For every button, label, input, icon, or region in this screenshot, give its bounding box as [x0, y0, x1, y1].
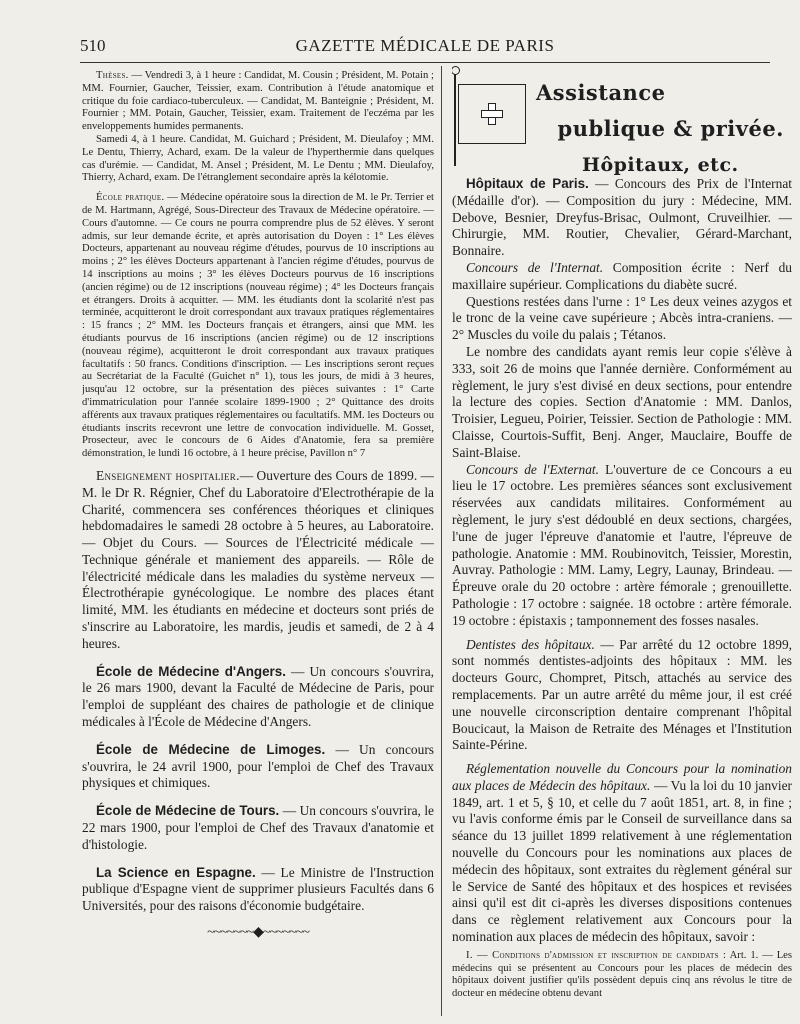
- espagne-text: — Le Ministre de l'Instruction publique d'Espagne vient de supprimer plusieurs Facultés dans 6 Universités, pour des raisons d'économie budgétaire.: [82, 864, 434, 914]
- reglementation-text: — Vu la loi du 10 janvier 1849, art. 1 et 5, § 10, et celle du 7 août 1851, art. 8, in fine ; vu l'avis conforme émis par le Conseil de surveillance dans sa séance du 13 juillet 1899 relativement à une réglementation nouvelle du Concours pour les nominations aux places de médecin des hôpitaux, sont extraites du règlement général sur le Service de Santé des hôpitaux et des hospices et revisées ainsi qu'il est dit ci-après les diverses dispositions contenues dans ce règlement relativement aux Concours pour la nomination aux places de médecin des hôpitaux, savoir :: [452, 777, 792, 945]
- enseignement-label: Enseignement hospitalier.: [96, 467, 240, 483]
- hopitaux-paragraph: [452, 176, 792, 260]
- header-rule: [80, 62, 770, 63]
- flagpole-finial: [452, 66, 460, 75]
- angers-paragraph: [82, 664, 434, 731]
- theses-paragraph: [82, 70, 434, 134]
- right-column: [452, 66, 792, 1024]
- externat-paragraph: [452, 462, 792, 630]
- conditions-label: I. — Conditions d'admission et inscription de candidats :: [466, 949, 727, 961]
- internat-label: Concours de l'Internat.: [466, 259, 604, 275]
- cross-icon: [481, 103, 503, 125]
- banner-title-hopitaux: Hôpitaux, etc.: [582, 154, 739, 176]
- flagpole: [454, 68, 456, 166]
- questions-paragraph: Questions restées dans l'urne : 1° Les deux veines azygos et le tronc de la veine cave supérieure ; Abcès intra-craniens. — 2° Muscles du voile du palais ; Tétanos.: [452, 293, 792, 343]
- enseignement-paragraph: [82, 468, 434, 653]
- dentistes-text: — Par arrêté du 12 octobre 1899, sont nommés dentistes-adjoints des hôpitaux : MM. les docteurs Gourc, Chompret, Pitsch, attachés au service des remplacements. Par un autre arrêté du même jour, il est créé une nouvelle circonscription dentaire comprenant l'hôpital Boucicaut, la Maison de Retraite des Ménages et l'Institution Sainte-Périne.: [452, 636, 792, 753]
- column-divider: [441, 66, 442, 1016]
- assistance-banner: [452, 66, 792, 176]
- hopitaux-heading: Hôpitaux de Paris.: [466, 176, 589, 191]
- page-number: 510: [80, 36, 106, 55]
- externat-text: L'ouverture de ce Concours a eu lieu le 17 octobre. Les premières séances sont exclusivement réservées aux candidats militaires. Conformément au règlement, le jury s'est dédoublé en deux sections, chargées, l'une de juger l'épreuve d'anatomie et l'autre, l'épreuve de pathologie. Anatomie : MM. Roubinovitch, Teissier, Morestin, Auvray. Pathologie : MM. Lamy, Legry, Launay, Brindeau. — Épreuve orale du 20 octobre : artère fémorale ; grenouillette. Pathologie : 17 octobre : saignée. 18 octobre : artère fémorale. 19 octobre : épistaxis ; tamponnement des fosses nasales.: [452, 461, 792, 628]
- banner-title-publique: publique & privée.: [557, 116, 784, 141]
- ecole-pratique-paragraph: [82, 192, 434, 461]
- running-title: GAZETTE MÉDICALE DE PARIS: [295, 36, 555, 55]
- ecole-pratique-text: — Médecine opératoire sous la direction de M. le Pr. Terrier et de M. Hartmann, Agrégé, Sous-Directeur des Travaux de Médecine opératoire. — Cours d'automne. — Ce cours ne pourra comprendre plus de 52 élèves. Y seront admis, sur leur demande écrite, et après autorisation du Doyen : 1° Les élèves Docteurs, appartenant au nouveau régime d'études, pourvus de 10 inscriptions au moins ; 2° les élèves Docteurs appartenant à l'ancien régime d'études, pourvus de 14 inscriptions au moins ; 3° les élèves Docteurs pourvus de 16 inscriptions (ancien régime) ou de 12 inscriptions (nouveau régime) ; 4° les Docteurs français et étrangers. Droits à acquitter. — MM. les étudiants dont la scolarité n'est pas terminée, acquitteront le droit correspondant aux travaux pratiques réglementaires : 15 francs ; 2° MM. les Docteurs français et étrangers, ainsi que MM. les étudiants pourvus de 16 inscriptions (ancien régime) ou de 12 inscriptions (nouveau régime), acquitteront le droit correspondant aux travaux pratiques facultatifs : 50 francs. Conditions d'inscription. — Les inscriptions seront reçues au Secrétariat de la Faculté (Guichet n° 1), tous les jours, de midi à 3 heures, jusqu'au 12 octobre, sur la présentation des pièces suivantes : 1° Carte d'immatriculation pour l'année scolaire 1899-1900 ; 2° Quittance des droits afférents aux travaux pratiques réglementaires ou facultatifs. MM. les Docteurs ou étudiants inscrits recevront une lettre de convocation individuelle. M. Gosset, Prosecteur, avec le concours de 6 Aides d'Anatomie, fera sa première démonstration, le lundi 16 octobre, à 1 heure précise, Pavillon n° 7: [82, 192, 434, 460]
- internat-paragraph: [452, 260, 792, 294]
- red-cross-flag-icon: [458, 84, 526, 144]
- samedi-paragraph: Samedi 4, à 1 heure. Candidat, M. Guichard ; Président, M. Dieulafoy ; MM. Le Dentu, Thierry, Achard, exam. De la valeur de l'hyperthermie dans quelques cas d'urémie. — Candidat, M. Ansel ; Président, M. Le Dentu ; MM. Dieulafoy, Thierry, Achard, exam. De l'étranglement secondaire après la kélotomie.: [82, 133, 434, 184]
- conditions-text: Art. 1. — Les médecins qui se présentent au Concours pour les places de médecin des hôpitaux doivent justifier qu'ils possèdent depuis cinq ans révolus le titre de docteur en médecine obtenu devant: [452, 949, 792, 1000]
- espagne-paragraph: [82, 865, 434, 915]
- page-header: [80, 36, 770, 58]
- tours-paragraph: [82, 803, 434, 853]
- limoges-text: — Un concours s'ouvrira, le 24 avril 1900, pour l'emploi de Chef des Travaux physiques et chimiques.: [82, 741, 434, 791]
- hopitaux-text: — Concours des Prix de l'Internat (Médaille d'or). — Composition du jury : Médecine, MM. Debove, Besnier, Dreyfus-Brisac, Oulmont, Cruveilhier. — Chirurgie, MM. Routier, Chevalier, Gérard-Marchant, Bonnaire.: [452, 176, 792, 259]
- nombre-paragraph: Le nombre des candidats ayant remis leur copie s'élève à 333, soit 26 de moins que l'année dernière. Conformément au règlement, le jury s'est divisé en deux sections, pour entendre la lecture des copies. Section d'Anatomie : MM. Danlos, Troisier, Legueu, Poirier, Teissier. Section de Pathologie : MM. Claisse, Courtois-Suffit, Benj. Anger, Mauclaire, Bouffe de Saint-Blaise.: [452, 343, 792, 460]
- banner-title-assistance: Assistance: [536, 80, 666, 105]
- angers-text: — Un concours s'ouvrira, le 26 mars 1900, devant la Faculté de Médecine de Paris, pour l'emploi de suppléant des chaires de pathologie et de clinique médicales à l'École de Médecine d'Angers.: [82, 663, 434, 730]
- dentistes-label: Dentistes des hôpitaux.: [466, 636, 595, 652]
- ecole-pratique-label: École pratique.: [96, 192, 165, 204]
- enseignement-text: — Ouverture des Cours de 1899. — M. le Dr R. Régnier, Chef du Laboratoire d'Electrothérapie de la Charité, commencera ses conférences théoriques et cliniques hebdomadaires le samedi 28 octobre à 5 heures, au Laboratoire. — Objet du Cours. — Sources de l'Électricité médicale — Technique générale et maniement des appareils. — Rôle de l'électricité médicale dans les maladies du système nerveux — Électrothérapie gynécologique. Le nombre des places étant limité, MM. les étudiants en médecine et docteurs sont priés de s'inscrire au Laboratoire, les mardis, jeudis et samedi, de 2 à 4 heures.: [82, 467, 434, 651]
- espagne-heading: La Science en Espagne.: [96, 864, 256, 880]
- externat-label: Concours de l'Externat.: [466, 461, 599, 477]
- angers-heading: École de Médecine d'Angers.: [96, 663, 286, 679]
- left-column: [82, 70, 434, 1020]
- tours-text: — Un concours s'ouvrira, le 22 mars 1900, pour l'emploi de Chef des Travaux d'anatomie et d'histologie.: [82, 803, 434, 852]
- limoges-heading: École de Médecine de Limoges.: [96, 741, 326, 757]
- theses-text: — Vendredi 3, à 1 heure : Candidat, M. Cousin ; Président, M. Potain ; MM. Fournier, Gaucher, Teissier, exam. Contribution à l'étude anatomique et critique du foie cardiaco-tuberculeux. — Candidat, M. Banteignie ; Président, M. Fournier ; MM. Potain, Gaucher, Teissier, exam. Traitement de l'eczéma par les enveloppements humides permanents.: [82, 70, 434, 133]
- conditions-paragraph: [452, 950, 792, 1001]
- internat-text: Composition écrite : Nerf du maxillaire supérieur. Complications du diabète sucré.: [452, 259, 792, 292]
- limoges-paragraph: [82, 742, 434, 792]
- tours-heading: École de Médecine de Tours.: [96, 803, 280, 819]
- theses-label: Thèses.: [96, 70, 129, 81]
- dentistes-paragraph: [452, 637, 792, 755]
- end-ornament: ~~~~~~~◆~~~~~~~: [207, 925, 309, 941]
- reglementation-label: Réglementation nouvelle du Concours pour la nomination aux places de Médecin des hôpitaux.: [452, 761, 792, 793]
- reglementation-paragraph: [452, 761, 792, 946]
